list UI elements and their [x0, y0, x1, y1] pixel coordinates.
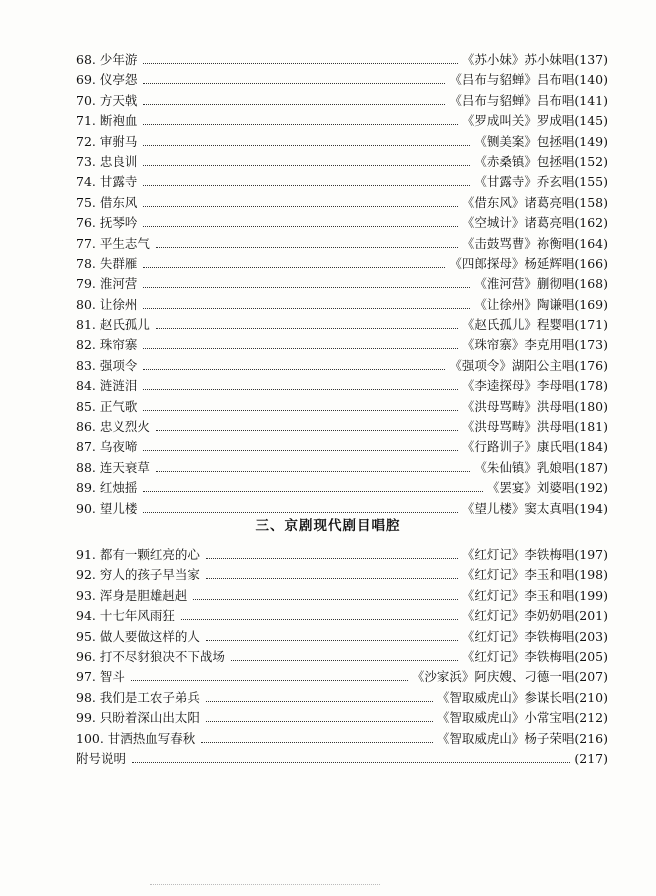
- toc-entry-source-page: 《强项令》湖阳公主唱(176): [449, 357, 608, 373]
- toc-entry: [76, 708, 608, 728]
- toc-entry-title: 96. 打不尽豺狼决不下战场: [76, 648, 225, 664]
- toc-entry-title: 88. 连天衰草: [76, 459, 150, 475]
- dot-leader: [143, 287, 470, 288]
- toc-entry-source-page: (217): [574, 750, 608, 766]
- toc-entry-title: 73. 忠良训: [76, 153, 138, 169]
- dot-leader: [143, 491, 483, 492]
- toc-entry: [76, 315, 608, 335]
- dot-leader: [143, 63, 458, 64]
- toc-entry-source-page: 《空城计》诸葛亮唱(162): [461, 215, 608, 231]
- toc-entry: [76, 586, 608, 606]
- toc-entry-source-page: 《红灯记》李铁梅唱(197): [461, 547, 608, 562]
- dot-leader: [143, 165, 470, 166]
- toc-entry-title: 100. 甘洒热血写春秋: [76, 730, 196, 746]
- dot-leader: [143, 185, 470, 186]
- toc-entry-source-page: 《赤桑镇》包拯唱(152): [474, 153, 608, 169]
- toc-entry-source-page: 《吕布与貂蝉》吕布唱(140): [449, 72, 608, 88]
- toc-entry-title: 99. 只盼着深山出太阳: [76, 710, 200, 726]
- toc-entry-source-page: 《红灯记》李玉和唱(199): [461, 587, 608, 603]
- toc-entry-title: 87. 乌夜啼: [76, 439, 138, 455]
- toc-entry: [76, 50, 608, 70]
- toc-entry: [76, 478, 608, 498]
- toc-entry: [76, 213, 608, 233]
- toc-entry-source-page: 《借东风》诸葛亮唱(158): [461, 194, 608, 210]
- toc-entry-source-page: 《智取威虎山》小常宝唱(212): [436, 710, 608, 726]
- toc-entry-title: 72. 审驸马: [76, 133, 138, 149]
- toc-entry: [76, 111, 608, 131]
- toc-entry: [76, 458, 608, 478]
- toc-entry-title: 90. 望儿楼: [76, 500, 138, 516]
- toc-entry-source-page: 《罗成叫关》罗成唱(145): [461, 113, 608, 129]
- toc-entry: [76, 667, 608, 687]
- toc-entry-title: 95. 做人要做这样的人: [76, 628, 200, 644]
- toc-entry: [76, 437, 608, 457]
- toc-entry-source-page: 《吕布与貂蝉》吕布唱(141): [449, 92, 608, 108]
- toc-entry-source-page: 《甘露寺》乔玄唱(155): [474, 174, 608, 190]
- toc-entry-title: 77. 平生志气: [76, 235, 150, 251]
- toc-entry: [76, 295, 608, 315]
- dot-leader: [193, 599, 458, 600]
- dot-leader: [143, 410, 458, 411]
- toc-entry: [76, 376, 608, 396]
- toc-entry: [76, 545, 608, 565]
- dot-leader: [143, 512, 458, 513]
- toc-entry: [76, 254, 608, 274]
- toc-list-part2: [76, 545, 608, 769]
- toc-entry: [76, 565, 608, 585]
- dot-leader: [206, 640, 458, 641]
- dot-leader: [206, 578, 458, 579]
- scan-artifact-marks: [150, 884, 380, 891]
- dot-leader: [131, 680, 408, 681]
- toc-entry-source-page: 《红灯记》李玉和唱(198): [461, 567, 608, 583]
- toc-entry-source-page: 《望儿楼》窦太真唱(194): [461, 500, 608, 516]
- toc-entry-title: 75. 借东风: [76, 194, 138, 210]
- dot-leader: [156, 430, 458, 431]
- dot-leader: [143, 226, 458, 227]
- toc-entry-source-page: 《洪母骂畴》洪母唱(181): [461, 419, 608, 435]
- dot-leader: [143, 124, 458, 125]
- toc-entry: [76, 749, 608, 769]
- toc-entry-title: 81. 赵氏孤儿: [76, 317, 150, 333]
- dot-leader: [143, 206, 458, 207]
- toc-entry-title: 91. 都有一颗红亮的心: [76, 547, 200, 562]
- toc-entry-title: 89. 红烛摇: [76, 480, 138, 496]
- dot-leader: [143, 450, 458, 451]
- dot-leader: [156, 247, 458, 248]
- toc-list-part1: [76, 50, 608, 519]
- toc-entry: [76, 274, 608, 294]
- dot-leader: [143, 389, 458, 390]
- dot-leader: [143, 348, 458, 349]
- toc-entry-title: 85. 正气歌: [76, 398, 138, 414]
- toc-entry-source-page: 《淮河营》蒯彻唱(168): [474, 276, 608, 292]
- toc-entry: [76, 606, 608, 626]
- dot-leader: [143, 308, 470, 309]
- toc-entry: [76, 172, 608, 192]
- toc-entry-title: 93. 浑身是胆雄赳赳: [76, 587, 188, 603]
- toc-entry-source-page: 《铡美案》包拯唱(149): [474, 133, 608, 149]
- toc-entry: [76, 356, 608, 376]
- toc-entry-title: 74. 甘露寺: [76, 174, 138, 190]
- toc-entry-source-page: 《红灯记》李铁梅唱(205): [461, 648, 608, 664]
- toc-entry: [76, 132, 608, 152]
- toc-entry-title: 78. 失群雁: [76, 255, 138, 271]
- dot-leader: [181, 619, 458, 620]
- dot-leader: [143, 145, 470, 146]
- toc-entry-title: 86. 忠义烈火: [76, 419, 150, 435]
- toc-entry-title: 80. 让徐州: [76, 296, 138, 312]
- dot-leader: [231, 660, 458, 661]
- toc-entry-source-page: 《珠帘寨》李克用唱(173): [461, 337, 608, 353]
- dot-leader: [156, 328, 458, 329]
- toc-entry-source-page: 《四郎探母》杨延辉唱(166): [449, 255, 608, 271]
- toc-entry-source-page: 《智取威虎山》杨子荣唱(216): [436, 730, 608, 746]
- toc-entry-source-page: 《赵氏孤儿》程婴唱(171): [461, 317, 608, 333]
- toc-entry: [76, 397, 608, 417]
- toc-entry: [76, 193, 608, 213]
- toc-entry: [76, 417, 608, 437]
- dot-leader: [206, 721, 433, 722]
- toc-entry: [76, 335, 608, 355]
- section-heading: 三、京剧现代剧目唱腔: [255, 518, 401, 534]
- toc-entry-title: 附号说明: [76, 750, 127, 766]
- toc-entry-title: 92. 穷人的孩子早当家: [76, 567, 200, 583]
- toc-entry-title: 68. 少年游: [76, 52, 138, 67]
- toc-entry: [76, 152, 608, 172]
- toc-entry: [76, 627, 608, 647]
- toc-entry-source-page: 《行路训子》康氏唱(184): [461, 439, 608, 455]
- toc-entry-title: 69. 仪亭怨: [76, 72, 138, 88]
- toc-entry: [76, 234, 608, 254]
- toc-entry-title: 97. 智斗: [76, 669, 125, 685]
- dot-leader: [206, 701, 433, 702]
- toc-entry-source-page: 《苏小妹》苏小妹唱(137): [461, 52, 608, 67]
- toc-entry: [76, 729, 608, 749]
- toc-entry-title: 82. 珠帘寨: [76, 337, 138, 353]
- toc-entry-source-page: 《击鼓骂曹》祢衡唱(164): [461, 235, 608, 251]
- toc-entry-title: 84. 涟涟泪: [76, 378, 138, 394]
- dot-leader: [143, 83, 445, 84]
- toc-entry-title: 70. 方天戟: [76, 92, 138, 108]
- toc-entry-title: 71. 断袍血: [76, 113, 138, 129]
- toc-entry: [76, 688, 608, 708]
- toc-entry: [76, 70, 608, 90]
- dot-leader: [132, 762, 570, 763]
- toc-entry-source-page: 《李逵探母》李母唱(178): [461, 378, 608, 394]
- dot-leader: [206, 558, 458, 559]
- dot-leader: [143, 104, 445, 105]
- dot-leader: [143, 267, 445, 268]
- toc-entry-title: 76. 抚琴吟: [76, 215, 138, 231]
- toc-entry-title: 94. 十七年风雨狂: [76, 608, 175, 624]
- dot-leader: [143, 369, 445, 370]
- toc-entry-source-page: 《洪母骂畴》洪母唱(180): [461, 398, 608, 414]
- toc-entry-source-page: 《让徐州》陶谦唱(169): [474, 296, 608, 312]
- toc-entry-source-page: 《红灯记》李铁梅唱(203): [461, 628, 608, 644]
- toc-entry-source-page: 《智取威虎山》参谋长唱(210): [436, 689, 608, 705]
- toc-entry-source-page: 《罢宴》刘婆唱(192): [486, 480, 608, 496]
- dot-leader: [156, 471, 471, 472]
- toc-entry: [76, 647, 608, 667]
- toc-entry-title: 79. 淮河营: [76, 276, 138, 292]
- toc-entry-title: 98. 我们是工农子弟兵: [76, 689, 200, 705]
- toc-entry-source-page: 《朱仙镇》乳娘唱(187): [474, 459, 608, 475]
- toc-entry-source-page: 《红灯记》李奶奶唱(201): [461, 608, 608, 624]
- toc-entry-source-page: 《沙家浜》阿庆嫂、刁德一唱(207): [411, 669, 608, 685]
- dot-leader: [201, 742, 433, 743]
- toc-entry-title: 83. 强项令: [76, 357, 138, 373]
- toc-entry: [76, 91, 608, 111]
